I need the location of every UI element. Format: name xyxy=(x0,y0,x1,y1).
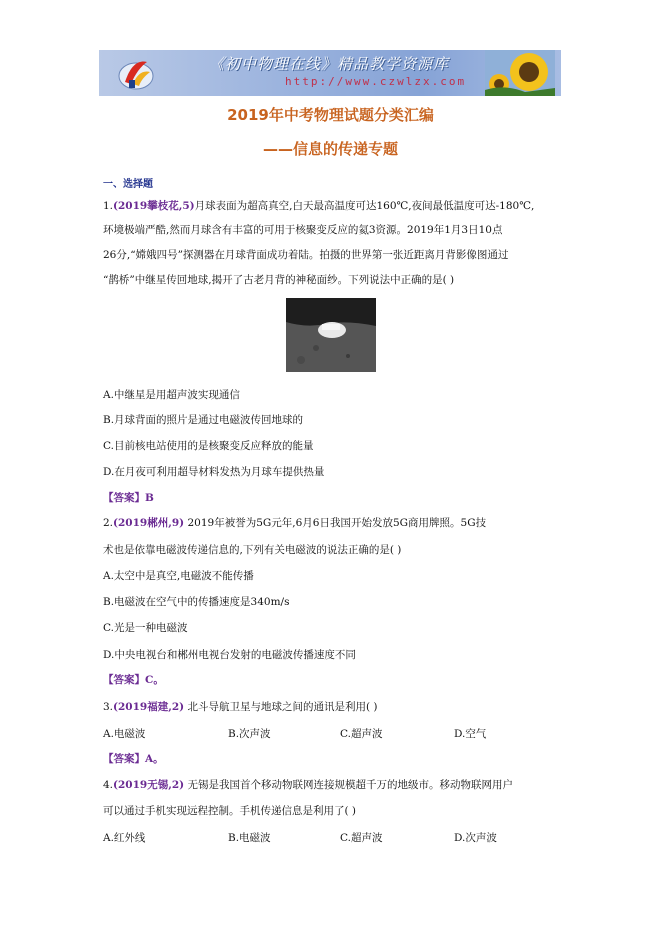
q1-text-1: 月球表面为超高真空,白天最高温度可达160℃,夜间最低温度可达-180℃, xyxy=(194,200,535,212)
document-title: 2019年中考物理试题分类汇编 xyxy=(227,106,434,124)
section-heading: 一、选择题 xyxy=(103,179,153,190)
q2-number: 2. xyxy=(103,517,114,529)
q2-text-1: 2019年被誉为5G元年,6月6日我国开始发放5G商用牌照。5G技 xyxy=(184,517,487,529)
q1-option-c: C.目前核电站使用的是核聚变反应释放的能量 xyxy=(103,440,314,452)
header-banner xyxy=(99,50,561,96)
q2-option-b: B.电磁波在空气中的传播速度是340m/s xyxy=(103,596,290,608)
banner-title: 《初中物理在线》精品教学资源库 xyxy=(209,55,450,73)
q1-option-d: D.在月夜可利用超导材料发热为月球车提供热量 xyxy=(103,466,325,478)
q4-option-a: A.红外线 xyxy=(103,832,146,844)
q3-source: (2019福建,2) xyxy=(113,701,185,713)
q2-line-1 xyxy=(103,516,486,530)
q2-option-d: D.中央电视台和郴州电视台发射的电磁波传播速度不同 xyxy=(103,649,356,661)
q3-option-b: B.次声波 xyxy=(228,728,271,740)
q3-option-a: A.电磁波 xyxy=(103,728,146,740)
q1-source: (2019攀枝花,5) xyxy=(113,200,195,212)
q1-answer: 【答案】B xyxy=(103,492,154,504)
site-logo-icon xyxy=(117,54,155,92)
q4-number: 4. xyxy=(103,779,114,791)
banner-url: http://www.czwlzx.com xyxy=(285,75,467,88)
q2-answer: 【答案】C。 xyxy=(103,674,164,686)
q2-option-c: C.光是一种电磁波 xyxy=(103,622,188,634)
q1-option-b: B.月球背面的照片是通过电磁波传回地球的 xyxy=(103,414,304,426)
q3-option-c: C.超声波 xyxy=(340,728,383,740)
q1-line-1 xyxy=(103,199,534,213)
q1-line-3: 26分,“嫦娥四号”探测器在月球背面成功着陆。拍摄的世界第一张近距离月背影像图通过 xyxy=(103,249,509,261)
q1-line-4: “鹊桥”中继星传回地球,揭开了古老月背的神秘面纱。下列说法中正确的是( ) xyxy=(103,274,455,286)
q4-option-c: C.超声波 xyxy=(340,832,383,844)
q1-number: 1. xyxy=(103,200,114,212)
q3-number: 3. xyxy=(103,701,114,713)
q2-option-a: A.太空中是真空,电磁波不能传播 xyxy=(103,570,254,582)
q4-option-d: D.次声波 xyxy=(454,832,497,844)
q3-text: 北斗导航卫星与地球之间的通讯是利用( ) xyxy=(184,701,378,713)
lunar-rover-image xyxy=(286,298,376,372)
q3-line-1 xyxy=(103,700,378,714)
q4-line-1 xyxy=(103,778,513,792)
q1-option-a: A.中继星是用超声波实现通信 xyxy=(103,389,240,401)
q4-option-b: B.电磁波 xyxy=(228,832,271,844)
document-subtitle: ——信息的传递专题 xyxy=(262,140,398,158)
moon-surface-photo xyxy=(286,298,376,372)
q4-source: (2019无锡,2) xyxy=(113,779,185,791)
q2-source: (2019郴州,9) xyxy=(113,517,185,529)
q3-option-d: D.空气 xyxy=(454,728,487,740)
sunflower-icon xyxy=(485,50,555,96)
q3-answer: 【答案】A。 xyxy=(103,753,164,765)
q2-line-2: 术也是依靠电磁波传递信息的,下列有关电磁波的说法正确的是( ) xyxy=(103,544,402,556)
q4-text-1: 无锡是我国首个移动物联网连接规模超千万的地级市。移动物联网用户 xyxy=(184,779,513,791)
q1-line-2: 环境极端严酷,然而月球含有丰富的可用于核聚变反应的氦3资源。2019年1月3日10点 xyxy=(103,224,503,236)
q4-line-2: 可以通过手机实现远程控制。手机传递信息是利用了( ) xyxy=(103,805,357,817)
